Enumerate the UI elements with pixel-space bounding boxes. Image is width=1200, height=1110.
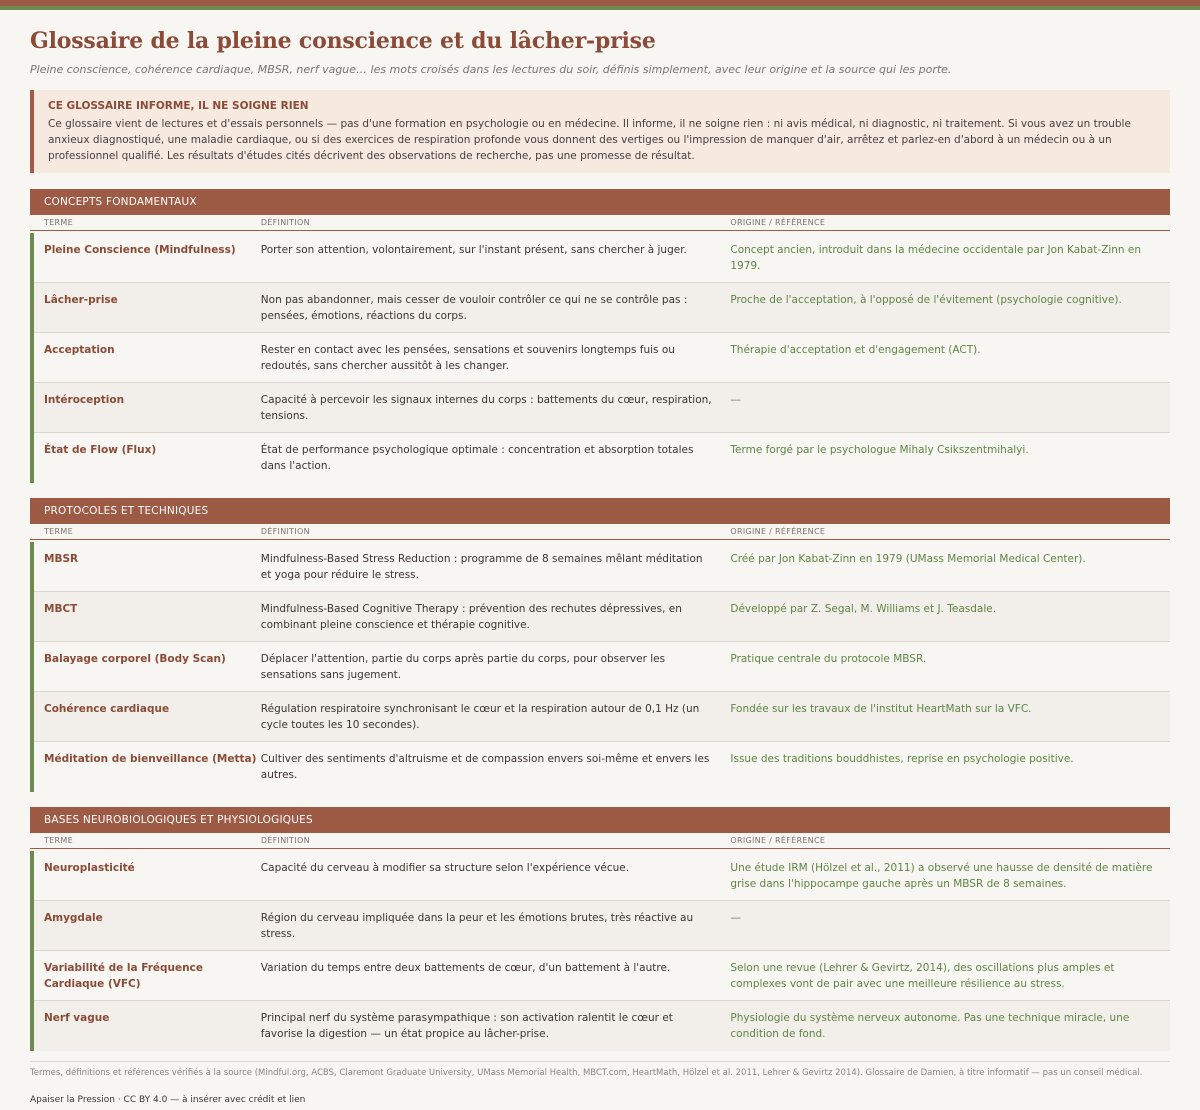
reference-cell: Développé par Z. Segal, M. Williams et J. Teasdale. xyxy=(730,603,997,615)
reference-cell: Issue des traditions bouddhistes, reprise en psychologie positive. xyxy=(730,753,1074,765)
credit-line: Apaiser la Pression · CC BY 4.0 — à insérer avec crédit et lien xyxy=(30,1095,306,1105)
table-row xyxy=(34,851,1170,901)
glossary-section xyxy=(30,189,1170,483)
reference-cell: Fondée sur les travaux de l'institut HeartMath sur la VFC. xyxy=(730,703,1032,715)
disclaimer-text: Ce glossaire vient de lectures et d'essais personnels — pas d'une formation en psychologie ou en médecine. Il informe, il ne soigne rien : ni avis médical, ni diagnostic, ni traitement. Si vous avez un trouble anxieux diagnostiqué, une maladie cardiaque, ou si des exercices de respiration profonde vous donnent des vertiges ou l'impression de manquer d'air, arrêtez et parlez-en d'abord à un médecin ou à un professionnel qualifié. Les résultats d'études cités décrivent des observations de recherche, pas une promesse de résultat. xyxy=(48,118,1131,162)
reference-cell: Concept ancien, introduit dans la médecine occidentale par Jon Kabat-Zinn en 1979. xyxy=(730,244,1142,272)
definition-cell: Déplacer l'attention, partie du corps après partie du corps, pour observer les sensations sans jugement. xyxy=(260,653,666,681)
section-title: PROTOCOLES ET TECHNIQUES xyxy=(30,498,1170,524)
definition-cell: Région du cerveau impliquée dans la peur et les émotions brutes, très réactive au stress. xyxy=(260,912,694,940)
top-accent-bar xyxy=(0,0,1200,10)
table-row xyxy=(34,333,1170,383)
definition-cell: Variation du temps entre deux battements de cœur, d'un battement à l'autre. xyxy=(260,962,671,974)
table-row xyxy=(34,433,1170,483)
table-row xyxy=(34,742,1170,792)
column-header-definition: DÉFINITION xyxy=(260,527,310,536)
term-cell: Balayage corporel (Body Scan) xyxy=(44,653,226,665)
column-header-reference: ORIGINE / RÉFÉRENCE xyxy=(730,836,826,845)
column-header-term: TERME xyxy=(44,527,73,536)
sources-footer: Termes, définitions et références vérifiés à la source (Mindful.org, ACBS, Claremont Graduate University, UMass Memorial Health, MBCT.com, HeartMath, Hölzel et al. 2011, Lehrer & Gevirtz 2014). Glossaire de Damien, à titre informatif — pas un conseil médical. xyxy=(30,1061,1170,1078)
column-header-definition: DÉFINITION xyxy=(260,836,310,845)
reference-cell: — xyxy=(730,912,741,924)
table-row xyxy=(34,1001,1170,1051)
term-cell: Lâcher-prise xyxy=(44,294,118,306)
term-cell: Méditation de bienveillance (Metta) xyxy=(44,753,257,765)
glossary-section xyxy=(30,498,1170,792)
reference-cell: Thérapie d'acceptation et d'engagement (ACT). xyxy=(730,344,981,356)
column-header-definition: DÉFINITION xyxy=(260,218,310,227)
column-header-term: TERME xyxy=(44,836,73,845)
section-title: BASES NEUROBIOLOGIQUES ET PHYSIOLOGIQUES xyxy=(30,807,1170,833)
term-cell: Amygdale xyxy=(44,912,103,924)
definition-cell: Non pas abandonner, mais cesser de vouloir contrôler ce qui ne se contrôle pas : pensées, émotions, réactions du corps. xyxy=(260,294,688,322)
column-header-reference: ORIGINE / RÉFÉRENCE xyxy=(730,527,826,536)
table-row xyxy=(34,383,1170,433)
table-row xyxy=(34,592,1170,642)
table-row xyxy=(34,542,1170,592)
reference-cell: — xyxy=(730,394,741,406)
disclaimer-title: CE GLOSSAIRE INFORME, IL NE SOIGNE RIEN xyxy=(48,100,309,112)
definition-cell: Mindfulness-Based Stress Reduction : programme de 8 semaines mêlant méditation et yoga pour réduire le stress. xyxy=(260,553,703,581)
term-cell: Variabilité de la Fréquence Cardiaque (VFC) xyxy=(44,962,203,990)
table-row xyxy=(34,642,1170,692)
definition-cell: État de performance psychologique optimale : concentration et absorption totales dans l'action. xyxy=(260,444,694,472)
term-cell: MBCT xyxy=(44,603,78,615)
term-cell: Intéroception xyxy=(44,394,125,406)
page-title: Glossaire de la pleine conscience et du lâcher-prise xyxy=(30,28,656,54)
reference-cell: Pratique centrale du protocole MBSR. xyxy=(730,653,927,665)
reference-cell: Créé par Jon Kabat-Zinn en 1979 (UMass Memorial Medical Center). xyxy=(730,553,1086,565)
section-rows xyxy=(30,851,1170,1051)
table-row xyxy=(34,692,1170,742)
reference-cell: Une étude IRM (Hölzel et al., 2011) a observé une hausse de densité de matière grise dans l'hippocampe gauche après un MBSR de 8 semaines. xyxy=(730,862,1153,890)
page-content xyxy=(0,28,1200,1105)
definition-cell: Régulation respiratoire synchronisant le cœur et la respiration autour de 0,1 Hz (un cycle toutes les 10 secondes). xyxy=(260,703,700,731)
term-cell: Cohérence cardiaque xyxy=(44,703,170,715)
table-row xyxy=(34,901,1170,951)
reference-cell: Physiologie du système nerveux autonome. Pas une technique miracle, une condition de fond. xyxy=(730,1012,1130,1040)
term-cell: Acceptation xyxy=(44,344,115,356)
reference-cell: Terme forgé par le psychologue Mihaly Csikszentmihalyi. xyxy=(730,444,1029,456)
table-row xyxy=(34,951,1170,1001)
definition-cell: Porter son attention, volontairement, sur l'instant présent, sans chercher à juger. xyxy=(260,244,687,256)
reference-cell: Selon une revue (Lehrer & Gevirtz, 2014), des oscillations plus amples et complexes vont de pair avec une meilleure résilience au stress. xyxy=(730,962,1115,990)
accent-stripe-green xyxy=(0,6,1200,10)
column-header-reference: ORIGINE / RÉFÉRENCE xyxy=(730,218,826,227)
section-title: CONCEPTS FONDAMENTAUX xyxy=(30,189,1170,215)
disclaimer-box xyxy=(30,90,1170,173)
term-cell: Neuroplasticité xyxy=(44,862,135,874)
column-header-term: TERME xyxy=(44,218,73,227)
definition-cell: Cultiver des sentiments d'altruisme et de compassion envers soi-même et envers les autres. xyxy=(260,753,710,781)
definition-cell: Capacité du cerveau à modifier sa structure selon l'expérience vécue. xyxy=(260,862,630,874)
section-rows xyxy=(30,233,1170,483)
column-headers xyxy=(30,833,1170,849)
definition-cell: Capacité à percevoir les signaux internes du corps : battements du cœur, respiration, tensions. xyxy=(260,394,712,422)
term-cell: MBSR xyxy=(44,553,79,565)
definition-cell: Mindfulness-Based Cognitive Therapy : prévention des rechutes dépressives, en combinant pleine conscience et thérapie cognitive. xyxy=(260,603,682,631)
page-subtitle: Pleine conscience, cohérence cardiaque, MBSR, nerf vague… les mots croisés dans les lectures du soir, définis simplement, avec leur origine et la source qui les porte. xyxy=(30,63,952,76)
table-row xyxy=(34,283,1170,333)
term-cell: Pleine Conscience (Mindfulness) xyxy=(44,244,236,256)
glossary xyxy=(30,189,1170,1051)
reference-cell: Proche de l'acceptation, à l'opposé de l'évitement (psychologie cognitive). xyxy=(730,294,1122,306)
section-rows xyxy=(30,542,1170,792)
term-cell: Nerf vague xyxy=(44,1012,110,1024)
definition-cell: Principal nerf du système parasympathique : son activation ralentit le cœur et favorise la digestion — un état propice au lâcher-prise. xyxy=(260,1012,673,1040)
table-row xyxy=(34,233,1170,283)
column-headers xyxy=(30,215,1170,231)
glossary-section xyxy=(30,807,1170,1051)
definition-cell: Rester en contact avec les pensées, sensations et souvenirs longtemps fuis ou redoutés, sans chercher aussitôt à les changer. xyxy=(260,344,675,372)
column-headers xyxy=(30,524,1170,540)
term-cell: État de Flow (Flux) xyxy=(44,444,157,456)
